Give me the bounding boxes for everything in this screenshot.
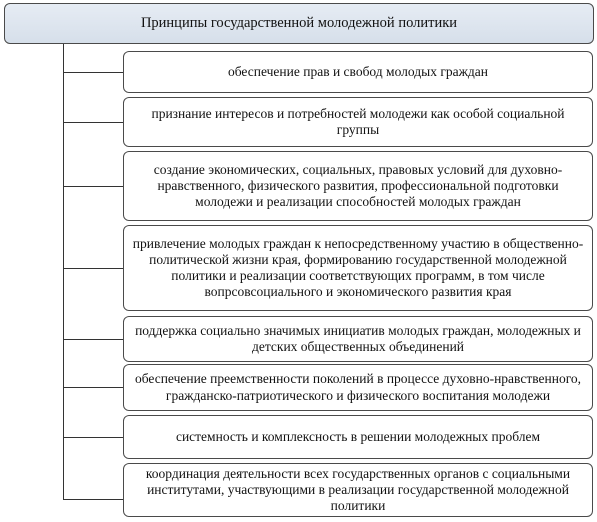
connector-branch xyxy=(63,72,124,73)
connector-branch xyxy=(63,437,124,438)
connector-branch xyxy=(63,387,124,388)
principle-box-rights: обеспечение прав и свобод молодых граждан xyxy=(123,51,593,93)
connector-branch xyxy=(63,268,124,269)
principle-box-continuity: обеспечение преемственности поколений в процессе духовно-нравственного, гражданско-патриотического и физического воспитания молодежи xyxy=(123,364,593,411)
connector-branch xyxy=(63,122,124,123)
connector-trunk xyxy=(63,44,64,500)
principle-box-coordination: координация деятельности всех государственных органов с социальными институтами, участвующими в реализации государственной молодежной политики xyxy=(123,463,593,517)
principle-box-interests: признание интересов и потребностей молодежи как особой социальной группы xyxy=(123,97,593,147)
connector-branch xyxy=(63,499,124,500)
connector-branch xyxy=(63,339,124,340)
principle-box-participation: привлечение молодых граждан к непосредственному участию в общественно-политической жизни края, формированию государственной молодежной политики и реализации соответствующих программ, в том числе вопрсовсоциального и экономического развития края xyxy=(123,225,593,311)
connector-branch xyxy=(63,186,124,187)
principle-box-systemic: системность и комплексность в решении молодежных проблем xyxy=(123,415,593,459)
diagram-title: Принципы государственной молодежной политики xyxy=(4,3,594,44)
principle-box-conditions: создание экономических, социальных, правовых условий для духовно-нравственного, физического развития, профессиональной подготовки молодежи и реализации способностей молодых граждан xyxy=(123,151,593,221)
principle-box-initiatives: поддержка социально значимых инициатив молодых граждан, молодежных и детских общественных объединений xyxy=(123,316,593,362)
